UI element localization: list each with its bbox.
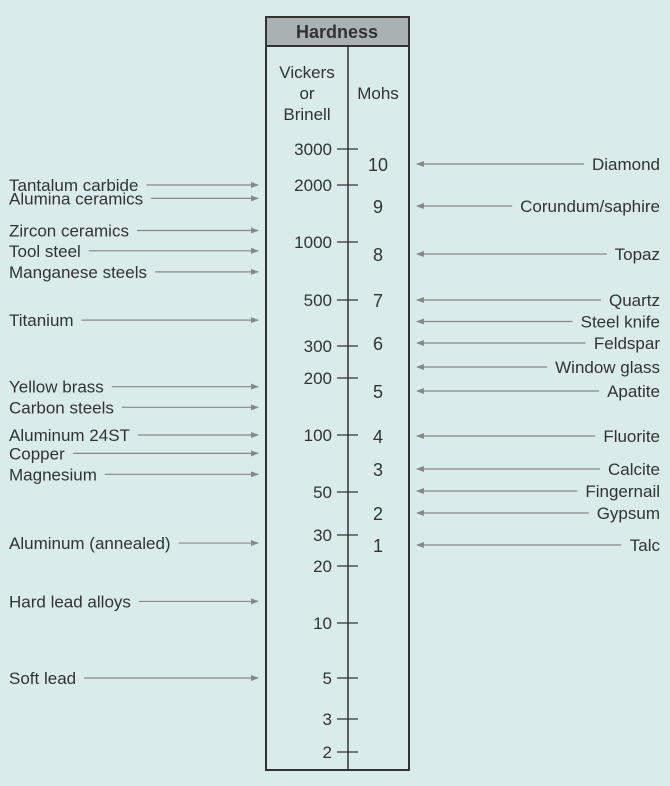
left-material-label: Manganese steels	[9, 262, 147, 282]
vickers-tick-label: 50	[313, 483, 332, 502]
vickers-tick-label: 500	[303, 291, 332, 310]
left-material-label: Aluminum (annealed)	[9, 534, 171, 554]
mohs-value-label: 7	[372, 291, 384, 311]
right-material-label: Diamond	[591, 155, 660, 174]
right-material-label: Fluorite	[603, 427, 660, 446]
right-material-label: Quartz	[608, 291, 660, 310]
mohs-value-label: 5	[372, 382, 384, 402]
mohs-values	[368, 155, 388, 556]
vickers-tick-label: 300	[303, 337, 332, 356]
vickers-tick-label: 10	[313, 614, 332, 633]
mohs-value-label: 2	[372, 504, 384, 524]
mohs-value-label: 6	[372, 334, 384, 354]
left-material-label: Zircon ceramics	[9, 221, 129, 241]
left-material-label: Magnesium	[9, 465, 97, 485]
right-material-label: Calcite	[608, 460, 660, 479]
vickers-tick-label: 1000	[294, 233, 332, 252]
mohs-value-label: 9	[372, 197, 384, 217]
vickers-tick-label: 5	[322, 669, 332, 688]
right-material-label: Corundum/saphire	[520, 197, 660, 216]
vickers-tick-label: 30	[313, 526, 332, 545]
scale-title: Hardness	[295, 22, 379, 42]
vickers-tick-label: 200	[303, 369, 332, 388]
mohs-value-label: 3	[372, 460, 384, 480]
mohs-header: Mohs	[357, 84, 399, 103]
vickers-tick-label: 100	[303, 426, 332, 445]
right-material-label: Window glass	[555, 358, 660, 377]
left-material-label: Tool steel	[9, 241, 81, 261]
left-material-label: Alumina ceramics	[9, 189, 144, 209]
vickers-tick-label: 3000	[294, 140, 332, 159]
vickers-tick-label: 2000	[294, 176, 332, 195]
vickers-header-line1: Vickers	[279, 63, 335, 82]
right-material-label: Gypsum	[596, 504, 660, 523]
vickers-tick-label: 2	[322, 743, 332, 762]
vickers-header-line2: or	[299, 84, 315, 103]
right-material-label: Steel knife	[580, 312, 660, 332]
right-materials	[417, 155, 660, 555]
scale-box	[266, 17, 409, 770]
vickers-header-line3: Brinell	[283, 105, 331, 124]
vickers-tick-label: 3	[322, 710, 332, 729]
right-material-label: Feldspar	[593, 334, 660, 353]
left-material-label: Copper	[9, 444, 65, 464]
left-materials	[9, 176, 258, 688]
mohs-value-label: 4	[372, 427, 384, 447]
left-material-label: Hard lead alloys	[9, 592, 131, 612]
right-material-label: Apatite	[607, 382, 660, 401]
left-material-label: Yellow brass	[9, 377, 104, 397]
left-material-label: Soft lead	[9, 669, 77, 688]
mohs-value-label: 1	[372, 536, 384, 556]
left-material-label: Tantalum carbide	[9, 176, 139, 195]
mohs-value-label: 10	[367, 155, 389, 175]
right-material-label: Fingernail	[585, 482, 660, 501]
left-material-label: Titanium	[9, 311, 74, 331]
left-material-label: Carbon steels	[9, 398, 114, 418]
left-material-label: Aluminum 24ST	[9, 426, 130, 445]
vickers-tick-label: 20	[313, 557, 332, 576]
mohs-value-label: 8	[372, 245, 384, 265]
right-material-label: Talc	[629, 536, 660, 555]
right-material-label: Topaz	[614, 245, 660, 264]
